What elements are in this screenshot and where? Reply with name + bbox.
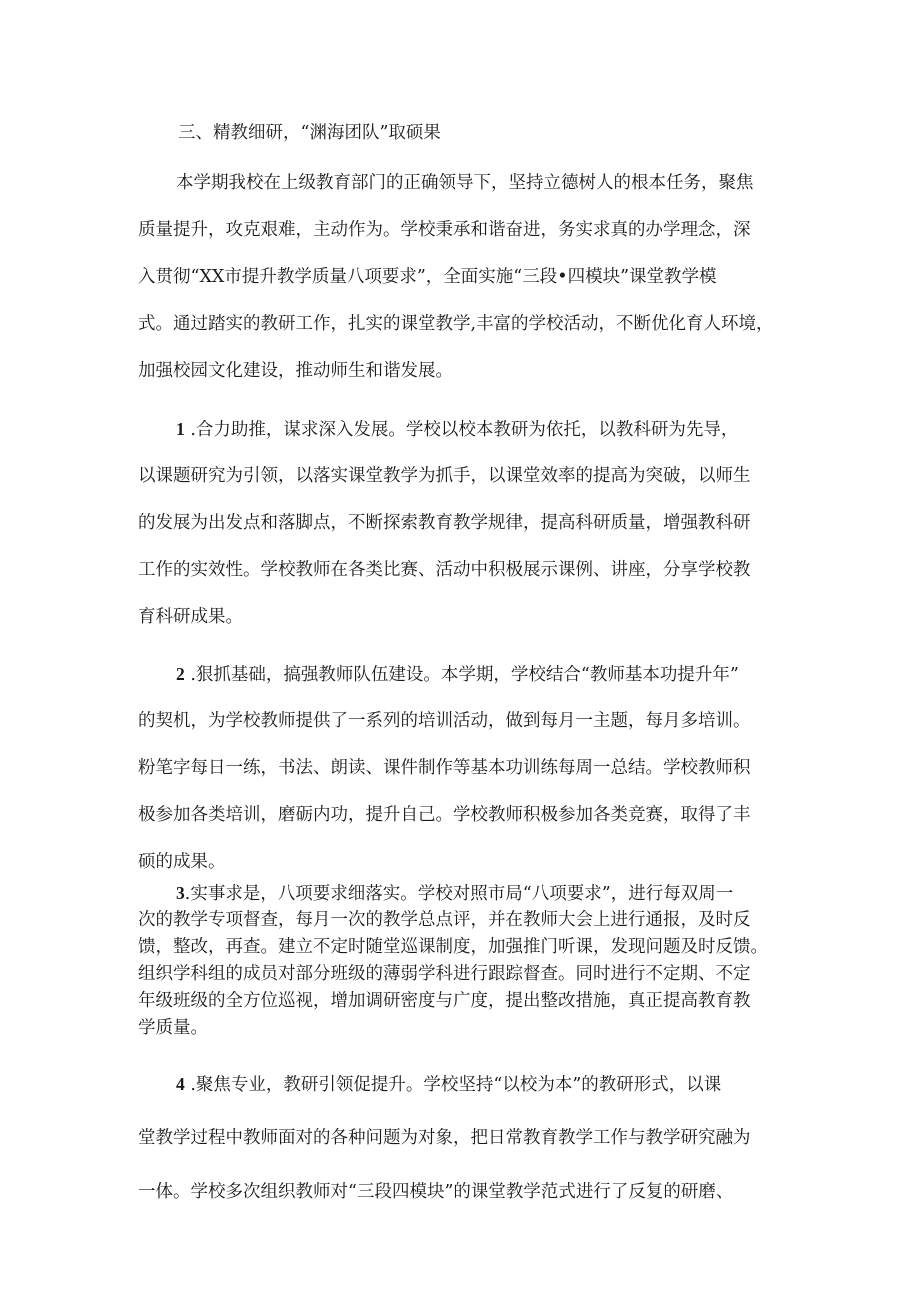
paragraph-line: 馈，整改，再查。建立不定时随堂巡课制度，加强推门听课，发现问题及时反馈。: [138, 937, 768, 957]
paragraph-line: 式。通过踏实的教研工作，扎实的课堂教学,丰富的学校活动，不断优化育人环境，: [138, 314, 774, 334]
section-number: 1: [176, 419, 185, 439]
paragraph-line: 育科研成果。: [138, 607, 243, 627]
paragraph-line: 堂教学过程中教师面对的各种问题为对象，把日常教育教学工作与教学研究融为: [138, 1128, 751, 1148]
paragraph-line: 加强校园文化建设，推动师生和谐发展。: [138, 361, 453, 381]
paragraph-line: 次的教学专项督查，每月一次的教学总点评，并在教师大会上进行通报，及时反: [138, 910, 751, 930]
paragraph-line: 本学期我校在上级教育部门的正确领导下，坚持立德树人的根本任务，聚焦: [176, 173, 754, 193]
paragraph-line: 组织学科组的成员对部分班级的薄弱学科进行跟踪督查。同时进行不定期、不定: [138, 964, 751, 984]
section-number: 2: [176, 664, 185, 684]
paragraph-line: [176, 1071, 721, 1098]
paragraph-line: 极参加各类培训，磨砺内功，提升自己。学校教师积极参加各类竞赛，取得了丰: [138, 805, 751, 825]
paragraph-line: 质量提升，攻克艰难，主动作为。学校秉承和谐奋进，务实求真的办学理念，深: [138, 220, 751, 240]
paragraph-text: .合力助推，谋求深入发展。学校以校本教研为依托，以教科研为先导，: [184, 420, 739, 440]
section-heading: 三、精教细研，“渊海团队”取硕果: [178, 123, 441, 143]
paragraph-line: 的发展为出发点和落脚点，不断探索教育教学规律，提高科研质量，增强教科研: [138, 513, 751, 533]
paragraph-line: 以课题研究为引领，以落实课堂教学为抓手，以课堂效率的提高为突破，以师生: [138, 466, 751, 486]
paragraph-line: [176, 880, 733, 907]
paragraph-text: .狠抓基础，搞强教师队伍建设。本学期，学校结合“教师基本功提升年”: [184, 665, 739, 685]
paragraph-line: 工作的实效性。学校教师在各类比赛、活动中积极展示课例、讲座，分享学校教: [138, 560, 751, 580]
paragraph-text: .实事求是，八项要求细落实。学校对照市局“八项要求”，进行每双周一: [184, 884, 734, 904]
paragraph-line: 粉笔字每日一练，书法、朗读、课件制作等基本功训练每周一总结。学校教师积: [138, 758, 751, 778]
paragraph-line: 一体。学校多次组织教师对“三段四模块”的课堂教学范式进行了反复的研磨、: [138, 1182, 734, 1202]
paragraph-line: 年级班级的全方位巡视，增加调研密度与广度，提出整改措施，真正提高教育教: [138, 991, 751, 1011]
paragraph-line: 入贯彻“XX市提升教学质量八项要求”，全面实施“三段•四模块”课堂教学模: [138, 267, 717, 287]
paragraph-line: [176, 661, 739, 688]
paragraph-line: 学质量。: [138, 1018, 208, 1038]
section-number: 4: [176, 1074, 185, 1094]
section-number: 3: [176, 883, 185, 903]
paragraph-line: 的契机，为学校教师提供了一系列的培训活动，做到每月一主题，每月多培训。: [138, 711, 751, 731]
paragraph-line: [176, 416, 738, 443]
paragraph-line: 硕的成果。: [138, 852, 226, 872]
paragraph-text: .聚焦专业，教研引领促提升。学校坚持“以校为本”的教研形式，以课: [184, 1075, 722, 1095]
